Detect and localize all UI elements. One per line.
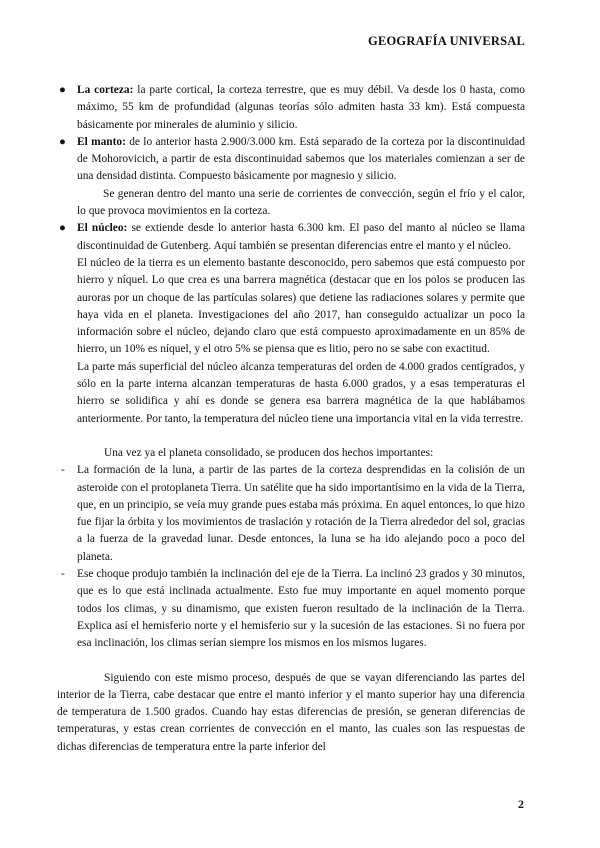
dash-marker: - bbox=[61, 568, 65, 581]
closing-paragraph: Siguiendo con este mismo proceso, después de que se vayan diferenciando las partes del interior de la Tierra, cabe destacar que entre el manto inferior y el manto superior hay una diferencia de temperatura de 1.500 grados. Cuando hay estas diferencias de presión, se generan diferencias de temperaturas, y estas crean corrientes de convección en el manto, las cuales son las respuestas de dichas diferencias de temperatura entre la parte inferior del bbox=[57, 671, 525, 753]
bullet-manto bbox=[57, 134, 525, 186]
event-text: La formación de la luna, a partir de las partes de la corteza desprendidas en la colisión de un asteroide con el protoplaneta Tierra. Un satélite que ha sido importantísimo en la vida de la Tierra, que, en un principio, se veía muy grande pues estaba más próxima. En aquel entonces, lo que hizo fue fijar la órbita y los movimientos de traslación y rotación de la Tierra alrededor del sol, gracias a la fuerza de la gravedad lunar. Desde entonces, la luna se ha ido alejando poco a poco del planeta. bbox=[77, 464, 525, 563]
paragraph-spacer bbox=[57, 428, 525, 445]
text-corteza: la parte cortical, la corteza terrestre, que es muy débil. Va desde los 0 hasta, como máximo, 55 km de profundidad (algunas teorías sólo admiten hasta 33 km). Está compuesta básicamente por minerales de aluminio y silicio. bbox=[77, 84, 525, 131]
term-manto: El manto: bbox=[77, 135, 126, 148]
bullet-corteza bbox=[57, 82, 525, 134]
bullet-nucleo bbox=[57, 220, 525, 255]
document-body bbox=[57, 82, 525, 756]
nucleo-paragraph-2: El núcleo de la tierra es un elemento bastante desconocido, pero sabemos que está compuesto por hierro y níquel. Lo que crea es una barrera magnética (destacar que en los polos se producen las auroras por un choque de las partículas solares) que detiene las radiaciones solares y permite que haya vida en el planeta. Investigaciones del año 2017, han conseguido actualizar un poco la información sobre el núcleo, dejando claro que está compuesto aproximadamente en un 85% de hierro, un 10% es níquel, y el otro 5% se piensa que es litio, pero no se sabe con exactitud. bbox=[77, 256, 525, 356]
dash-marker: - bbox=[61, 464, 65, 477]
event-text: Ese choque produjo también la inclinación del eje de la Tierra. La inclinó 23 grados y 30 minutos, que es lo que está inclinada actualmente. Esto fue muy importante en aquel momento porque todos los climas, y su dinamismo, que existen fueron resultado de la inclinación de la Tierra. Explica así el hemisferio norte y el hemisferio sur y la sucesión de las estaciones. Si no fuera por esa inclinación, los climas serían siempre los mismos en los mismos lugares. bbox=[77, 568, 525, 650]
event-item bbox=[57, 462, 525, 566]
page-header: GEOGRAFÍA UNIVERSAL bbox=[368, 34, 525, 48]
bullet-marker: ● bbox=[59, 84, 66, 96]
event-item bbox=[57, 566, 525, 652]
bullet-marker: ● bbox=[59, 135, 66, 148]
paragraph-spacer bbox=[57, 653, 525, 670]
text-manto: de lo anterior hasta 2.900/3.000 km. Está separado de la corteza por la discontinuidad de Mohorovicich, a partir de esta discontinuidad sabemos que los materiales comienzan a ser de una densidad distinta. Compuesto básicamente por magnesio y silicio. bbox=[77, 135, 525, 183]
term-nucleo: El núcleo: bbox=[77, 222, 128, 235]
bullet-marker: ● bbox=[59, 222, 66, 235]
page-number: 2 bbox=[518, 797, 524, 811]
intro-paragraph: Una vez ya el planeta consolidado, se producen dos hechos importantes: bbox=[104, 446, 434, 459]
term-corteza: La corteza: bbox=[77, 84, 134, 96]
text-nucleo: se extiende desde lo anterior hasta 6.300 km. El paso del manto al núcleo se llama discontinuidad de Gutenberg. Aquí también se presentan diferencias entre el manto y el núcleo. bbox=[77, 222, 526, 252]
nucleo-paragraph-3: La parte más superficial del núcleo alcanza temperaturas del orden de 4.000 grados centígrados, y sólo en la parte interna alcanzan temperaturas de hasta 6.000 grados, y a esas temperaturas el hierro se solidifica y ahí es donde se genera esa barrera magnética de la que hablábamos anteriormente. Por tanto, la temperatura del núcleo tiene una importancia vital en la vida terrestre. bbox=[77, 360, 525, 425]
manto-extra-paragraph: Se generan dentro del manto una serie de corrientes de convección, según el frío y el calor, lo que provoca movimientos en la corteza. bbox=[77, 187, 525, 218]
